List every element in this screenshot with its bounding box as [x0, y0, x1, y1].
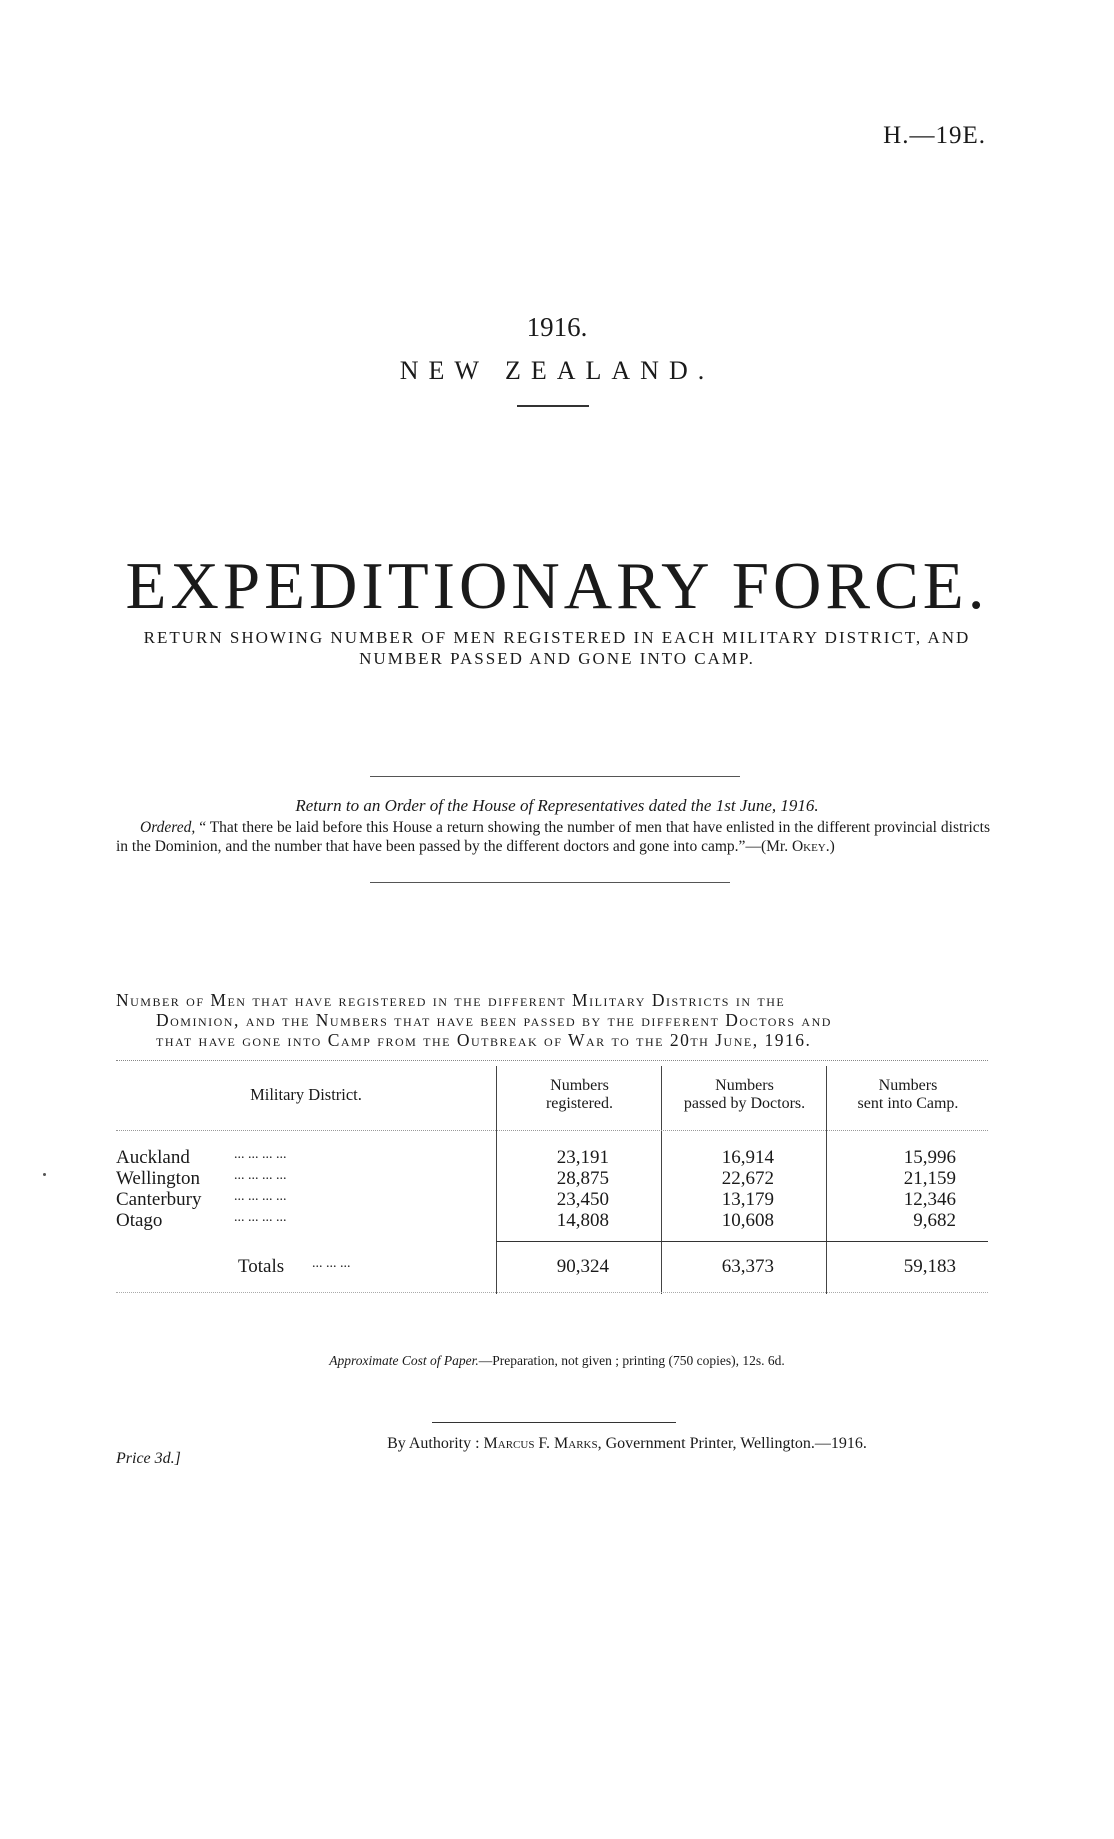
registered-total: 90,324 [556, 1256, 609, 1277]
camp-value: 9,682 [913, 1210, 956, 1231]
table-row [116, 1189, 988, 1210]
order-text [116, 818, 990, 856]
totals-row [116, 1256, 988, 1277]
header-line: sent into Camp. [857, 1095, 959, 1112]
leader-dots: ... ... ... [312, 1256, 351, 1271]
registered-value: 23,191 [556, 1147, 609, 1168]
authority-suffix: Government Printer, Wellington.—1916. [605, 1435, 867, 1452]
return-line: Return to an Order of the House of Representatives dated the 1st June, 1916. [295, 796, 819, 815]
authority-prefix: By Authority : [387, 1435, 480, 1452]
district-name: Otago [116, 1210, 163, 1231]
price: Price 3d.] [116, 1450, 181, 1467]
cost-text: —Preparation, not given ; printing (750 copies), 12s. 6d. [478, 1353, 785, 1368]
divider [370, 882, 730, 883]
camp-total: 59,183 [903, 1256, 956, 1277]
margin-mark [43, 1173, 46, 1176]
table-row [116, 1168, 988, 1189]
leader-dots: ... ... ... ... [234, 1147, 287, 1162]
passed-value: 22,672 [721, 1168, 774, 1189]
header-line: Numbers [878, 1077, 938, 1094]
header-camp [828, 1077, 988, 1113]
leader-dots: ... ... ... ... [234, 1189, 287, 1204]
camp-value: 15,996 [903, 1147, 956, 1168]
divider [370, 776, 740, 777]
passed-total: 63,373 [721, 1256, 774, 1277]
totals-rule [496, 1241, 988, 1242]
page-subtitle: RETURN SHOWING NUMBER OF MEN REGISTERED IN EACH MILITARY DISTRICT, AND NUMBER PASSED AND GONE INTO CAMP. [143, 628, 971, 668]
table-rule [116, 1292, 988, 1293]
ordered-member: Okey.) [791, 838, 835, 855]
divider [432, 1422, 676, 1423]
paper-reference: H.—19E. [883, 122, 986, 149]
ordered-label: Ordered, [140, 819, 196, 836]
header-line: Numbers [715, 1077, 774, 1094]
district-name: Auckland [116, 1147, 190, 1168]
table-rule [116, 1060, 988, 1061]
ordered-body: “ That there be laid before this House a return showing the number of men that have enlisted in the different provincial districts in the Dominion, and the number that have been passed by the different doctors and gone into camp.”—(Mr. [116, 819, 990, 855]
header-line: Numbers [550, 1077, 609, 1094]
registration-table [116, 1060, 988, 1300]
year: 1916. [526, 312, 588, 342]
header-registered [498, 1077, 661, 1113]
camp-value: 21,159 [903, 1168, 956, 1189]
table-row [116, 1210, 988, 1231]
passed-value: 16,914 [721, 1147, 774, 1168]
header-district: Military District. [250, 1085, 362, 1104]
table-heading [116, 990, 990, 1050]
cost-label: Approximate Cost of Paper. [329, 1353, 479, 1368]
leader-dots: ... ... ... ... [234, 1210, 287, 1225]
header-line: passed by Doctors. [683, 1095, 806, 1112]
cost-note [0, 1353, 1114, 1369]
page-title: EXPEDITIONARY FORCE. [125, 549, 989, 623]
printer-name: Marcus F. Marks, [483, 1435, 602, 1452]
district-name: Canterbury [116, 1189, 202, 1210]
registered-value: 23,450 [556, 1189, 609, 1210]
district-name: Wellington [116, 1168, 200, 1189]
divider [517, 405, 589, 407]
passed-value: 13,179 [721, 1189, 774, 1210]
header-passed [663, 1077, 826, 1113]
table-heading-line: Number of Men that have registered in the different Military Districts in the [116, 990, 786, 1010]
table-heading-line: Dominion, and the Numbers that have been passed by the different Doctors and [156, 1010, 832, 1030]
registered-value: 28,875 [556, 1168, 609, 1189]
header-line: registered. [545, 1095, 614, 1112]
passed-value: 10,608 [721, 1210, 774, 1231]
totals-label: Totals [238, 1256, 285, 1277]
leader-dots: ... ... ... ... [234, 1168, 287, 1183]
table-row [116, 1147, 988, 1168]
registered-value: 14,808 [556, 1210, 609, 1231]
country: NEW ZEALAND. [399, 356, 715, 385]
table-heading-line: that have gone into Camp from the Outbreak of War to the 20th June, 1916. [156, 1030, 812, 1050]
camp-value: 12,346 [903, 1189, 956, 1210]
table-rule [116, 1130, 988, 1131]
